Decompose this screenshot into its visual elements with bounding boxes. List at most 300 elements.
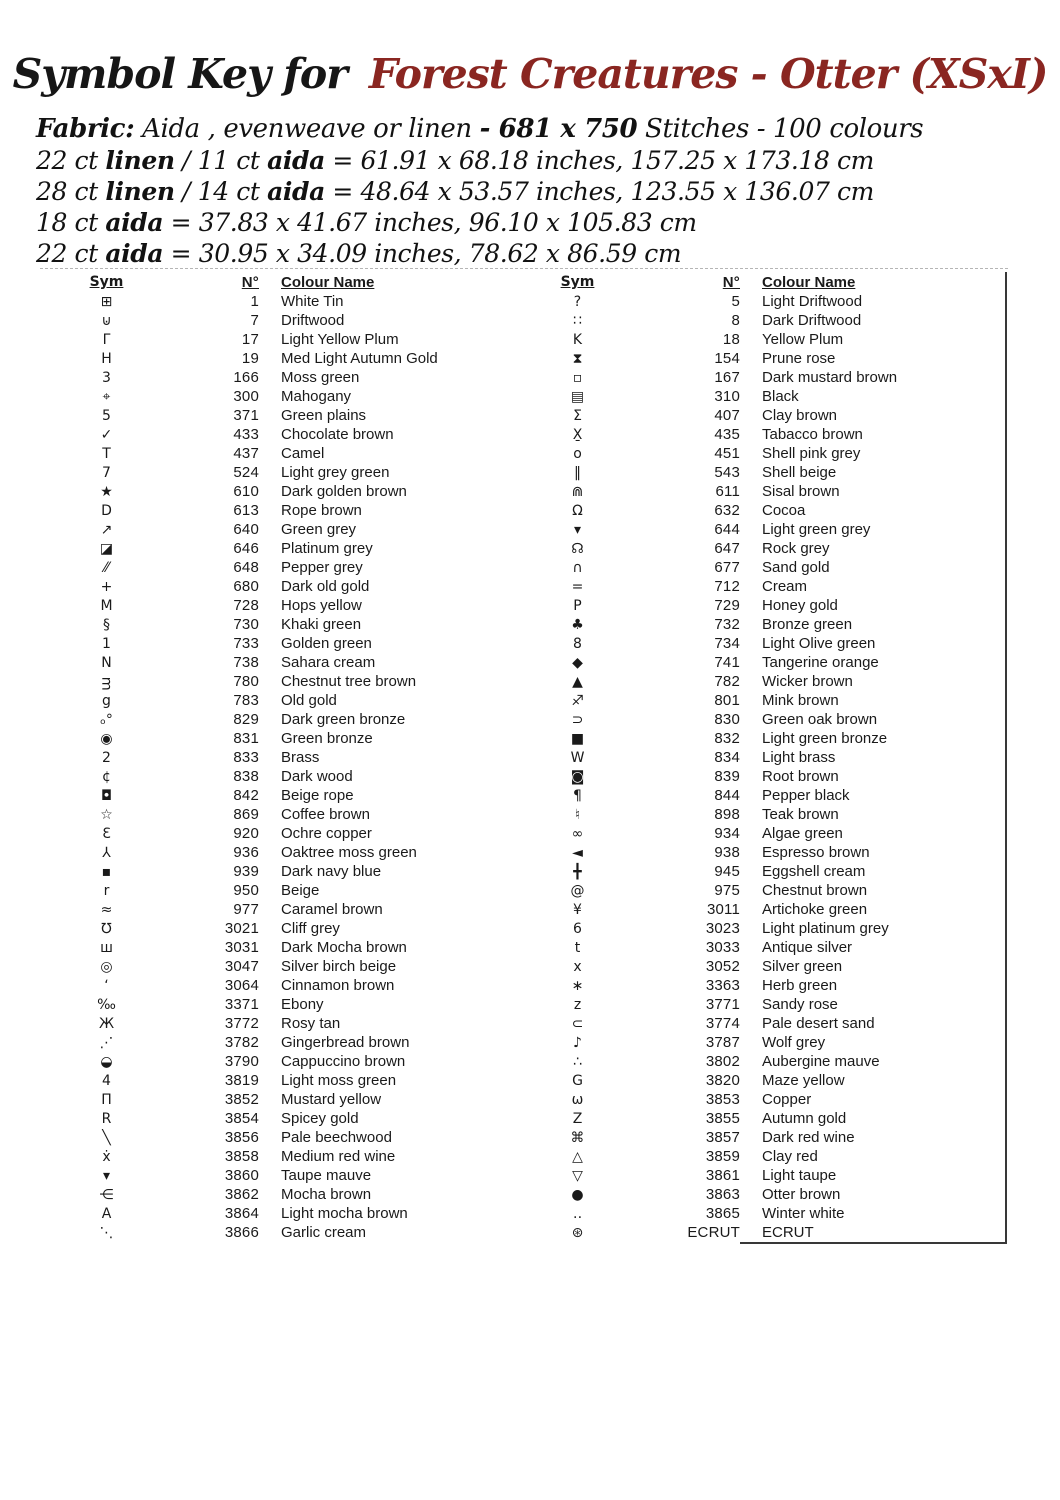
colour-name: Oaktree moss green [281,844,417,861]
colour-name: Light brass [762,749,836,766]
stitch-symbol: ∗ [571,977,584,994]
thread-number: 920 [233,825,259,842]
symbol-row [540,805,1007,824]
stitch-symbol: W [570,749,585,766]
fabric-line [36,238,923,269]
colour-name: Old gold [281,692,337,709]
stitch-symbol: Ɛ [102,825,111,842]
thread-number: 611 [715,483,740,500]
thread-number: 646 [233,540,259,557]
thread-number: 712 [714,578,740,595]
colour-name: Light moss green [281,1072,397,1089]
stitch-symbol: ⧗ [572,350,583,367]
fabric-text: = 48.64 x 53.57 inches, 123.55 x 136.07 cm [324,177,874,206]
thread-number: 3862 [224,1186,259,1203]
stitch-symbol: Ω [572,502,583,519]
colour-name: Dark wood [281,768,353,785]
symbol-row [64,463,484,482]
stitch-symbol: ◎ [100,958,113,975]
stitch-symbol: N [101,654,112,671]
thread-number: 3820 [705,1072,740,1089]
thread-number: 3772 [224,1015,259,1032]
thread-number: 3782 [224,1034,259,1051]
symbol-row [64,672,484,691]
thread-number: 5 [731,293,740,310]
thread-number: 975 [714,882,740,899]
colour-name: Algae green [762,825,843,842]
symbol-row [540,349,1007,368]
thread-number: 3854 [224,1110,259,1127]
thread-number: 3856 [224,1129,259,1146]
fabric-text: / 11 ct [174,146,268,175]
colour-name: Sisal brown [762,483,840,500]
colour-name: Green oak brown [762,711,878,728]
colour-name: Light platinum grey [762,920,889,937]
stitch-symbol: x [573,958,582,975]
sym-header-label: Sym [89,274,124,290]
thread-number: 829 [233,711,259,728]
colour-name: Ochre copper [281,825,372,842]
thread-number: 167 [714,369,740,386]
thread-number: 936 [233,844,259,861]
thread-number: 166 [233,369,259,386]
colour-name: Autumn gold [762,1110,847,1127]
stitch-symbol: D [101,502,112,519]
symbol-row [64,653,484,672]
colour-name: Light Yellow Plum [281,331,399,348]
colour-name-header-label: Colour Name [762,273,856,291]
thread-number: 3047 [224,958,259,975]
thread-number: 729 [714,597,740,614]
symbol-row [540,425,1007,444]
thread-number: 648 [233,559,259,576]
stitch-symbol: △ [572,1148,583,1165]
colour-name: Cinnamon brown [281,977,395,994]
symbol-row [64,330,484,349]
symbol-row [540,843,1007,862]
colour-name: Chocolate brown [281,426,394,443]
stitch-symbol: M [100,597,113,614]
symbol-row [64,805,484,824]
colour-name: Taupe mauve [281,1167,372,1184]
symbol-row [540,634,1007,653]
stitch-symbol: ◙ [570,768,585,785]
colour-name: Light Olive green [762,635,876,652]
symbol-row [540,786,1007,805]
thread-number: 3033 [705,939,740,956]
colour-name: Light taupe [762,1167,837,1184]
stitch-symbol: ‖ [574,464,581,481]
colour-name: Green plains [281,407,367,424]
colour-name: Mahogany [281,388,352,405]
symbol-row [540,672,1007,691]
symbol-row [64,1033,484,1052]
fabric-text: 22 ct [36,146,106,175]
fabric-text: aida [105,239,164,268]
symbol-row [540,957,1007,976]
sym-header [540,274,615,290]
symbol-row [540,1185,1007,1204]
colour-name: Khaki green [281,616,362,633]
colour-name: Root brown [762,768,839,785]
thread-number: 677 [714,559,740,576]
colour-name: Green grey [281,521,357,538]
stitch-symbol: ▤ [570,388,585,405]
colour-name: Sand gold [762,559,830,576]
table-header-row [64,272,484,292]
thread-number: 728 [233,597,259,614]
fabric-text: 18 ct [36,208,106,237]
symbol-row [64,634,484,653]
symbol-row [64,596,484,615]
stitch-symbol: ◆ [572,654,583,671]
symbol-row [64,995,484,1014]
thread-number: 741 [714,654,740,671]
colour-name: Chestnut brown [762,882,868,899]
thread-number: 543 [714,464,740,481]
symbol-row [540,938,1007,957]
thread-number: 3011 [706,901,740,918]
symbol-row [540,824,1007,843]
colour-name: Light grey green [281,464,390,481]
symbol-row [64,824,484,843]
fabric-text: 28 ct [36,177,106,206]
colour-name: Pepper black [762,787,850,804]
symbol-row [64,368,484,387]
table-bottom-border [740,1242,1007,1244]
thread-number: 732 [714,616,740,633]
thread-number: 801 [714,692,740,709]
thread-number: 3771 [705,996,740,1013]
colour-table-right [540,272,1007,1242]
stitch-symbol: ◉ [100,730,113,747]
colour-name: Honey gold [762,597,838,614]
stitch-symbol: ♐ [571,692,584,709]
stitch-symbol: ‥ [572,1205,583,1222]
colour-name: Eggshell cream [762,863,866,880]
stitch-symbol: K [572,331,583,348]
thread-number: 8 [731,312,740,329]
table-header-row [540,272,1007,292]
thread-number: 437 [233,445,259,462]
stitch-symbol: A [101,1205,112,1222]
colour-name: Platinum grey [281,540,373,557]
fabric-text: Stitches - 100 colours [637,114,924,144]
thread-number: 934 [714,825,740,842]
symbol-row [540,463,1007,482]
symbol-row [64,1166,484,1185]
symbol-row [540,406,1007,425]
symbol-row [540,596,1007,615]
table-top-rule [40,268,1008,269]
stitch-symbol: o [573,445,582,462]
symbol-row [540,1052,1007,1071]
colour-name: Beige [281,882,320,899]
colour-name: Artichoke green [762,901,868,918]
fabric-line [36,145,923,176]
symbol-row [540,368,1007,387]
stitch-symbol: z [573,996,582,1013]
symbol-row [540,558,1007,577]
thread-number: 3861 [705,1167,740,1184]
symbol-row [540,881,1007,900]
colour-name: Antique silver [762,939,853,956]
stitch-symbol: ₒ° [100,711,113,728]
stitch-symbol: t [574,939,581,956]
colour-name: Black [762,388,799,405]
fabric-text: aida [105,208,164,237]
symbol-row [64,482,484,501]
symbol-row [64,349,484,368]
symbol-row [64,1185,484,1204]
thread-number: 647 [714,540,740,557]
stitch-symbol: ☊ [571,540,584,557]
colour-name: Shell beige [762,464,837,481]
stitch-symbol: ⋒ [571,483,584,500]
colour-name: Sandy rose [762,996,838,1013]
thread-number: 613 [233,502,259,519]
colour-name: Mink brown [762,692,839,709]
fabric-text: aida [267,177,325,206]
symbol-row [64,957,484,976]
symbol-row [540,653,1007,672]
symbol-row [64,881,484,900]
stitch-symbol: P [573,597,582,614]
thread-number: 632 [714,502,740,519]
symbol-row [64,387,484,406]
thread-number: 734 [714,635,740,652]
stitch-symbol: ᴟ [102,673,111,690]
symbol-row [64,786,484,805]
fabric-text: linen [105,177,175,206]
thread-number: 680 [233,578,259,595]
stitch-symbol: + [100,578,113,595]
symbol-row [540,900,1007,919]
thread-number: 939 [233,863,259,880]
stitch-symbol: ▾ [573,521,582,538]
thread-number: 977 [233,901,259,918]
stitch-symbol: ◄ [572,844,583,861]
colour-name: Light mocha brown [281,1205,408,1222]
thread-number: 3064 [224,977,259,994]
stitch-symbol: ⌘ [570,1129,585,1146]
colour-name: Wolf grey [762,1034,826,1051]
symbol-row [64,1014,484,1033]
symbol-row [540,577,1007,596]
stitch-symbol: Γ [102,331,111,348]
colour-name: Cocoa [762,502,806,519]
stitch-symbol: ∞ [571,825,584,842]
thread-number: 831 [233,730,259,747]
stitch-symbol: ℧ [101,920,112,937]
symbol-row [64,406,484,425]
symbol-row [64,843,484,862]
title-prefix: Symbol Key for [12,50,347,98]
colour-name-header-label: Colour Name [281,273,375,291]
stitch-symbol: = [571,578,584,595]
colour-name: Green bronze [281,730,373,747]
thread-number: 3863 [705,1186,740,1203]
colour-name: Med Light Autumn Gold [281,350,438,367]
thread-number: 839 [714,768,740,785]
colour-name: Teak brown [762,806,839,823]
stitch-symbol: ¢ [102,768,111,785]
colour-name: Dark golden brown [281,483,407,500]
colour-name: Garlic cream [281,1224,367,1241]
symbol-row [64,691,484,710]
colour-name: Tangerine orange [762,654,879,671]
stitch-symbol: 7 [102,464,111,481]
symbol-row [540,520,1007,539]
num-header [149,274,259,291]
stitch-symbol: ⊞ [100,293,113,310]
thread-number: 435 [714,426,740,443]
thread-number: 3853 [705,1091,740,1108]
thread-number: 3052 [705,958,740,975]
stitch-symbol: ★ [100,483,113,500]
colour-name: Mustard yellow [281,1091,382,1108]
colour-name: Cliff grey [281,920,340,937]
thread-number: 3852 [224,1091,259,1108]
fabric-text: = 37.83 x 41.67 inches, 96.10 x 105.83 cm [163,208,697,237]
fabric-text: 22 ct [36,239,106,268]
stitch-symbol: ¶ [573,787,582,804]
symbol-row [64,292,484,311]
symbol-row [64,976,484,995]
symbol-row [64,938,484,957]
symbol-row [64,425,484,444]
colour-name: Brass [281,749,320,766]
thread-number: 833 [233,749,259,766]
colour-name: Cream [762,578,808,595]
thread-number: 3790 [224,1053,259,1070]
stitch-symbol: ✓ [100,426,113,443]
colour-name: Silver green [762,958,843,975]
stitch-symbol: ◪ [99,540,114,557]
stitch-symbol: 5 [102,407,111,424]
colour-name: Herb green [762,977,838,994]
stitch-symbol: ∴ [573,1053,582,1070]
colour-name: Bronze green [762,616,853,633]
symbol-row [540,995,1007,1014]
colour-name: White Tin [281,293,344,310]
thread-number: 7 [250,312,259,329]
symbol-row [540,1109,1007,1128]
colour-name: Sahara cream [281,654,376,671]
thread-number: 3860 [224,1167,259,1184]
symbol-row [540,729,1007,748]
stitch-symbol: ‰ [97,996,116,1013]
stitch-symbol: H [101,350,112,367]
symbol-row [540,1090,1007,1109]
symbol-row [64,729,484,748]
fabric-info [36,114,923,269]
colour-name: Mocha brown [281,1186,372,1203]
colour-name: Medium red wine [281,1148,396,1165]
stitch-symbol: ⁄⁄ [104,559,109,576]
thread-number: 950 [233,882,259,899]
symbol-row [64,1052,484,1071]
stitch-symbol: g [102,692,111,709]
stitch-symbol: ■ [570,730,585,747]
thread-number: 738 [233,654,259,671]
thread-number: 154 [714,350,740,367]
stitch-symbol: ẋ [102,1148,111,1165]
stitch-symbol: 8 [573,635,582,652]
thread-number: 869 [233,806,259,823]
symbol-row [540,292,1007,311]
colour-name: Dark old gold [281,578,370,595]
thread-number: 3866 [224,1224,259,1241]
symbol-row [540,1071,1007,1090]
stitch-symbol: ● [571,1186,584,1203]
symbol-row [540,501,1007,520]
symbol-row [64,748,484,767]
thread-number: 844 [714,787,740,804]
stitch-symbol: ╲ [102,1129,111,1146]
stitch-symbol: 3 [102,369,111,386]
fabric-text: linen [105,146,175,175]
colour-name: Dark navy blue [281,863,382,880]
num-header-label: N° [722,273,740,291]
thread-number: 945 [714,863,740,880]
colour-name: Camel [281,445,325,462]
symbol-row [540,387,1007,406]
stitch-symbol: 2 [102,749,111,766]
symbol-row [64,577,484,596]
thread-number: 730 [233,616,259,633]
thread-number: 783 [233,692,259,709]
colour-name: Yellow Plum [762,331,844,348]
symbol-row [64,919,484,938]
thread-number: 17 [241,331,259,348]
stitch-symbol: T [102,445,111,462]
stitch-symbol: r [103,882,110,899]
colour-name: ECRUT [762,1224,814,1241]
fabric-line [36,114,923,145]
sym-header [64,274,149,290]
thread-number: 3859 [705,1148,740,1165]
colour-name: Chestnut tree brown [281,673,417,690]
stitch-symbol: ♣ [571,616,584,633]
stitch-symbol: ⊃ [571,711,584,728]
colour-name: Pepper grey [281,559,363,576]
thread-number: 3819 [224,1072,259,1089]
colour-name: Spicey gold [281,1110,359,1127]
thread-number: 433 [233,426,259,443]
stitch-symbol: ╋ [573,863,582,880]
thread-number: 832 [714,730,740,747]
colour-name: Rope brown [281,502,362,519]
colour-name: Dark green bronze [281,711,406,728]
symbol-row [540,710,1007,729]
colour-name: Dark Driftwood [762,312,862,329]
colour-name: Driftwood [281,312,345,329]
colour-name: Ebony [281,996,324,1013]
symbol-row [64,710,484,729]
stitch-symbol: ‘ [104,977,109,994]
symbol-row [540,1223,1007,1242]
colour-name: Tabacco brown [762,426,863,443]
colour-name: Moss green [281,369,360,386]
stitch-symbol: ▽ [572,1167,583,1184]
title-pattern-name: Forest Creatures - Otter (XSxI) [368,50,1048,98]
thread-number: 310 [714,388,740,405]
symbol-row [540,444,1007,463]
fabric-text: aida [267,146,325,175]
stitch-symbol: ∷ [573,312,582,329]
symbol-row [64,1071,484,1090]
